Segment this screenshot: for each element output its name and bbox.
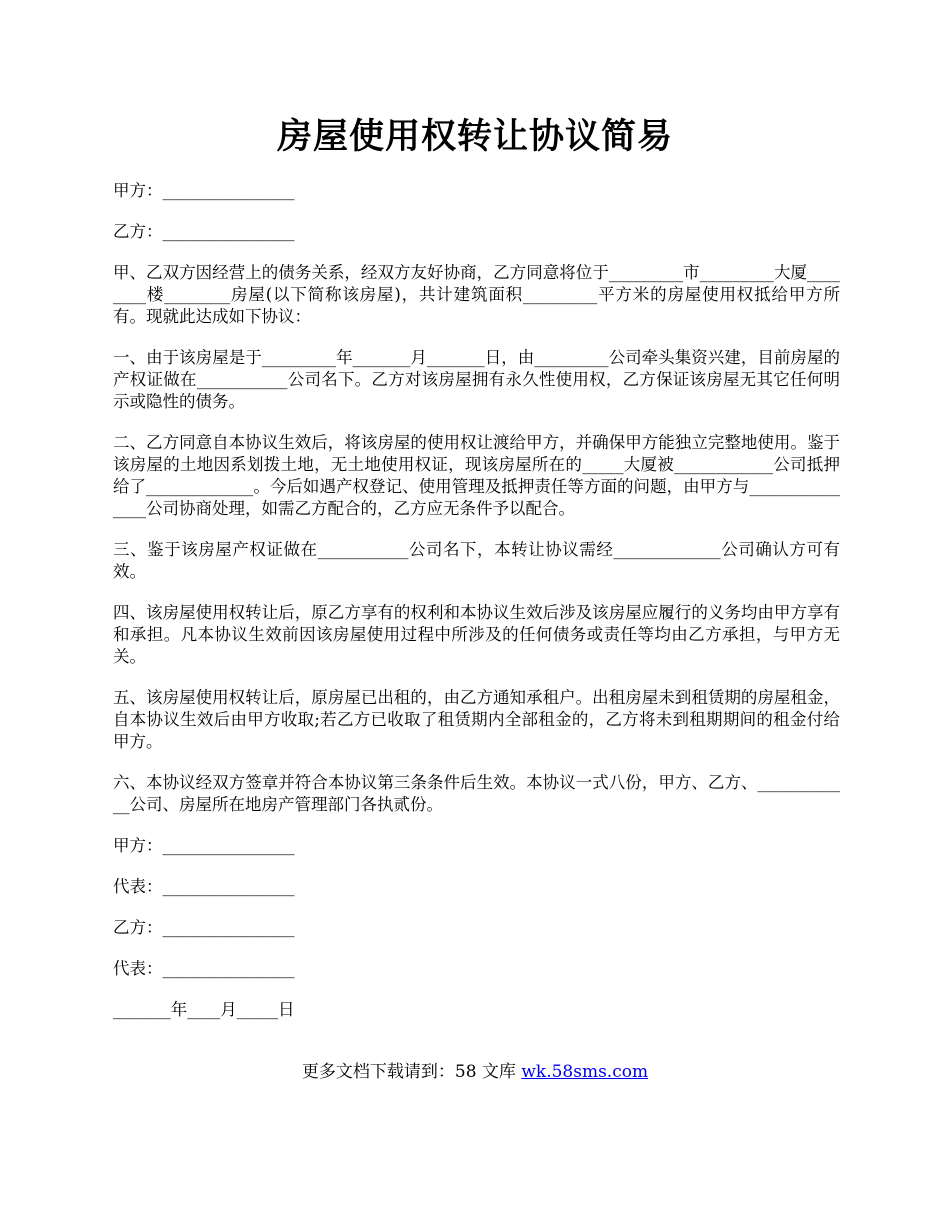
signature-rep-b: 代表：________________ xyxy=(113,959,295,978)
footer-text: 更多文档下载请到：58 文库 xyxy=(301,1062,522,1082)
clause-4: 四、该房屋使用权转让后，原乙方享有的权利和本协议生效后涉及该房屋应履行的义务均由甲方享有和承担。凡本协议生效前因该房屋使用过程中所涉及的任何债务或责任等均由乙方承担，与甲方无关。 xyxy=(113,603,840,666)
document-body xyxy=(113,180,840,1021)
clause-1: 一、由于该房屋是于_________年_______月_______日，由_________公司牵头集资兴建，目前房屋的产权证做在___________公司名下。乙方对该房屋拥有永久性使用权，乙方保证该房屋无其它任何明示或隐性的债务。 xyxy=(113,348,840,411)
footer xyxy=(0,1060,950,1084)
party-a-field: 甲方：________________ xyxy=(113,181,295,200)
clause-5: 五、该房屋使用权转让后，原房屋已出租的，由乙方通知承租户。出租房屋未到租赁期的房屋租金，自本协议生效后由甲方收取;若乙方已收取了租赁期内全部租金的，乙方将未到租期期间的租金付给甲方。 xyxy=(113,688,840,751)
signature-party-b: 乙方：________________ xyxy=(113,918,295,937)
signature-party-a: 甲方：________________ xyxy=(113,836,295,855)
footer-link[interactable]: wk.58sms.com xyxy=(521,1062,649,1082)
document-title: 房屋使用权转让协议简易 xyxy=(276,116,673,157)
clause-3: 三、鉴于该房屋产权证做在___________公司名下，本转让协议需经_____________公司确认方可有效。 xyxy=(113,540,840,581)
signature-date: _______年____月_____日 xyxy=(113,1000,295,1019)
intro-paragraph: 甲、乙双方因经营上的债务关系，经双方友好协商，乙方同意将位于_________市_________大厦________楼________房屋(以下简称该房屋)，共计建筑面积_________平方米的房屋使用权抵给甲方所有。现就此达成如下协议： xyxy=(113,263,840,326)
clause-6: 六、本协议经双方签章并符合本协议第三条条件后生效。本协议一式八份，甲方、乙方、____________公司、房屋所在地房产管理部门各执贰份。 xyxy=(113,773,840,814)
signature-rep-a: 代表：________________ xyxy=(113,877,295,896)
clause-2: 二、乙方同意自本协议生效后，将该房屋的使用权让渡给甲方，并确保甲方能独立完整地使用。鉴于该房屋的土地因系划拨土地，无土地使用权证，现该房屋所在的_____大厦被____________公司抵押给了_____________。今后如遇产权登记、使用管理及抵押责任等方面的问题，由甲方与_______________公司协商处理，如需乙方配合的，乙方应无条件予以配合。 xyxy=(113,433,840,518)
party-b-field: 乙方：________________ xyxy=(113,222,295,241)
